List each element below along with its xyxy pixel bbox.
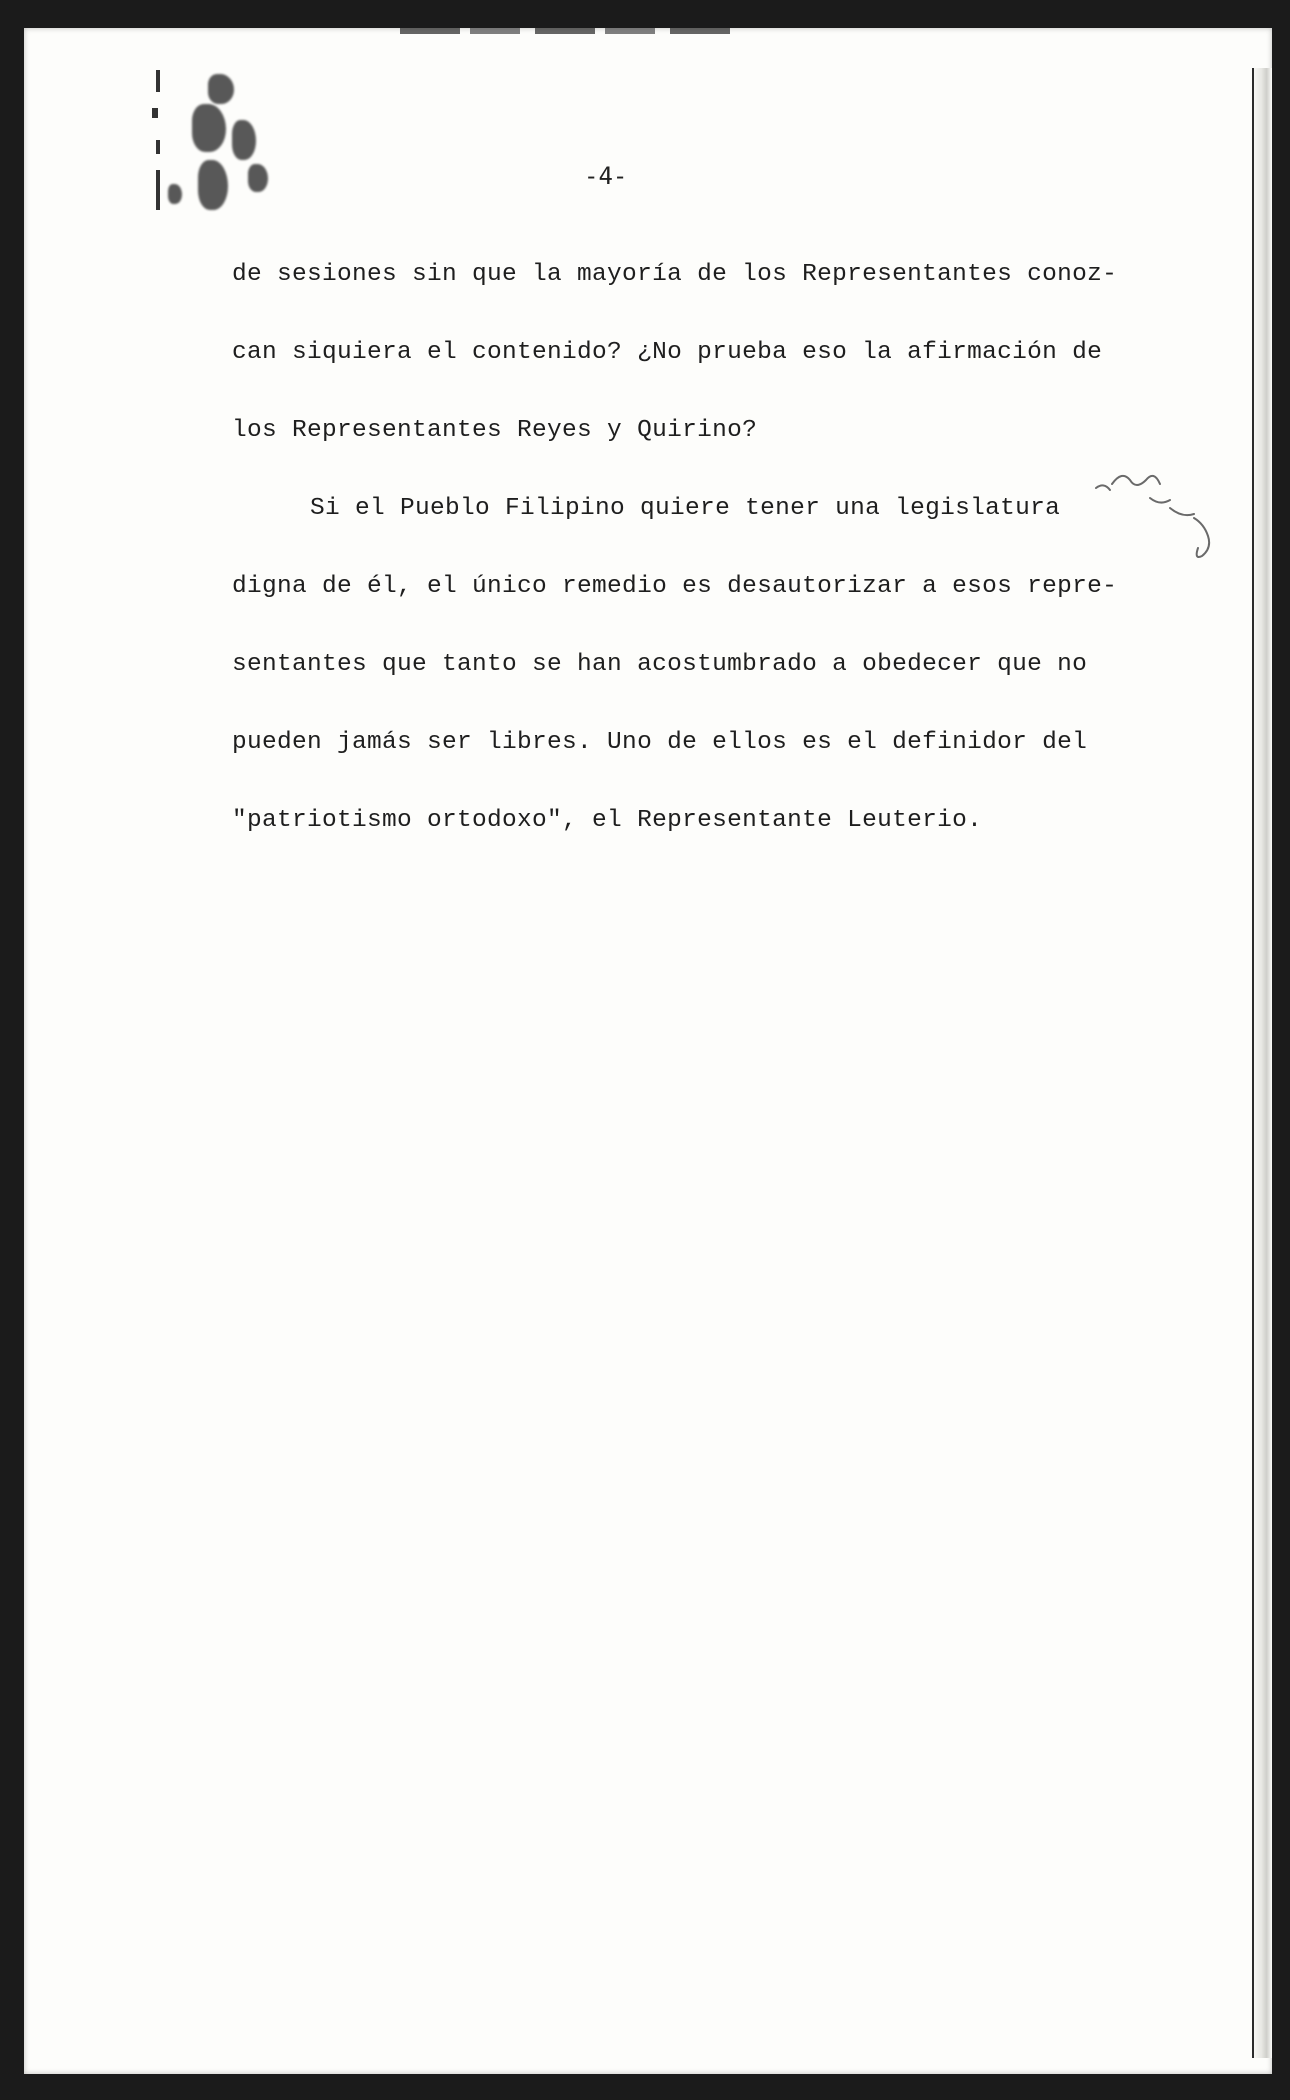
- text-line: "patriotismo ortodoxo", el Representante Leuterio.: [232, 807, 983, 834]
- paragraph-1: [232, 236, 1152, 470]
- text-line: pueden jamás ser libres. Uno de ellos es el definidor del: [232, 729, 1088, 756]
- paper-edge: [1252, 68, 1272, 2058]
- handwritten-margin-note: [1090, 458, 1250, 588]
- text-line: los Representantes Reyes y Quirino?: [232, 417, 758, 444]
- page-number: -4-: [584, 162, 628, 190]
- text-line: can siquiera el contenido? ¿No prueba eso la afirmación de: [232, 339, 1103, 366]
- text-line: de sesiones sin que la mayoría de los Representantes conoz-: [232, 261, 1118, 288]
- document-body: [232, 236, 1152, 860]
- paragraph-2: [232, 470, 1152, 860]
- ink-smudge: [148, 64, 298, 234]
- text-line: Si el Pueblo Filipino quiere tener una legislatura: [310, 495, 1061, 522]
- text-line: digna de él, el único remedio es desautorizar a esos repre-: [232, 573, 1118, 600]
- top-scan-streak: [400, 28, 730, 34]
- text-line: sentantes que tanto se han acostumbrado a obedecer que no: [232, 651, 1088, 678]
